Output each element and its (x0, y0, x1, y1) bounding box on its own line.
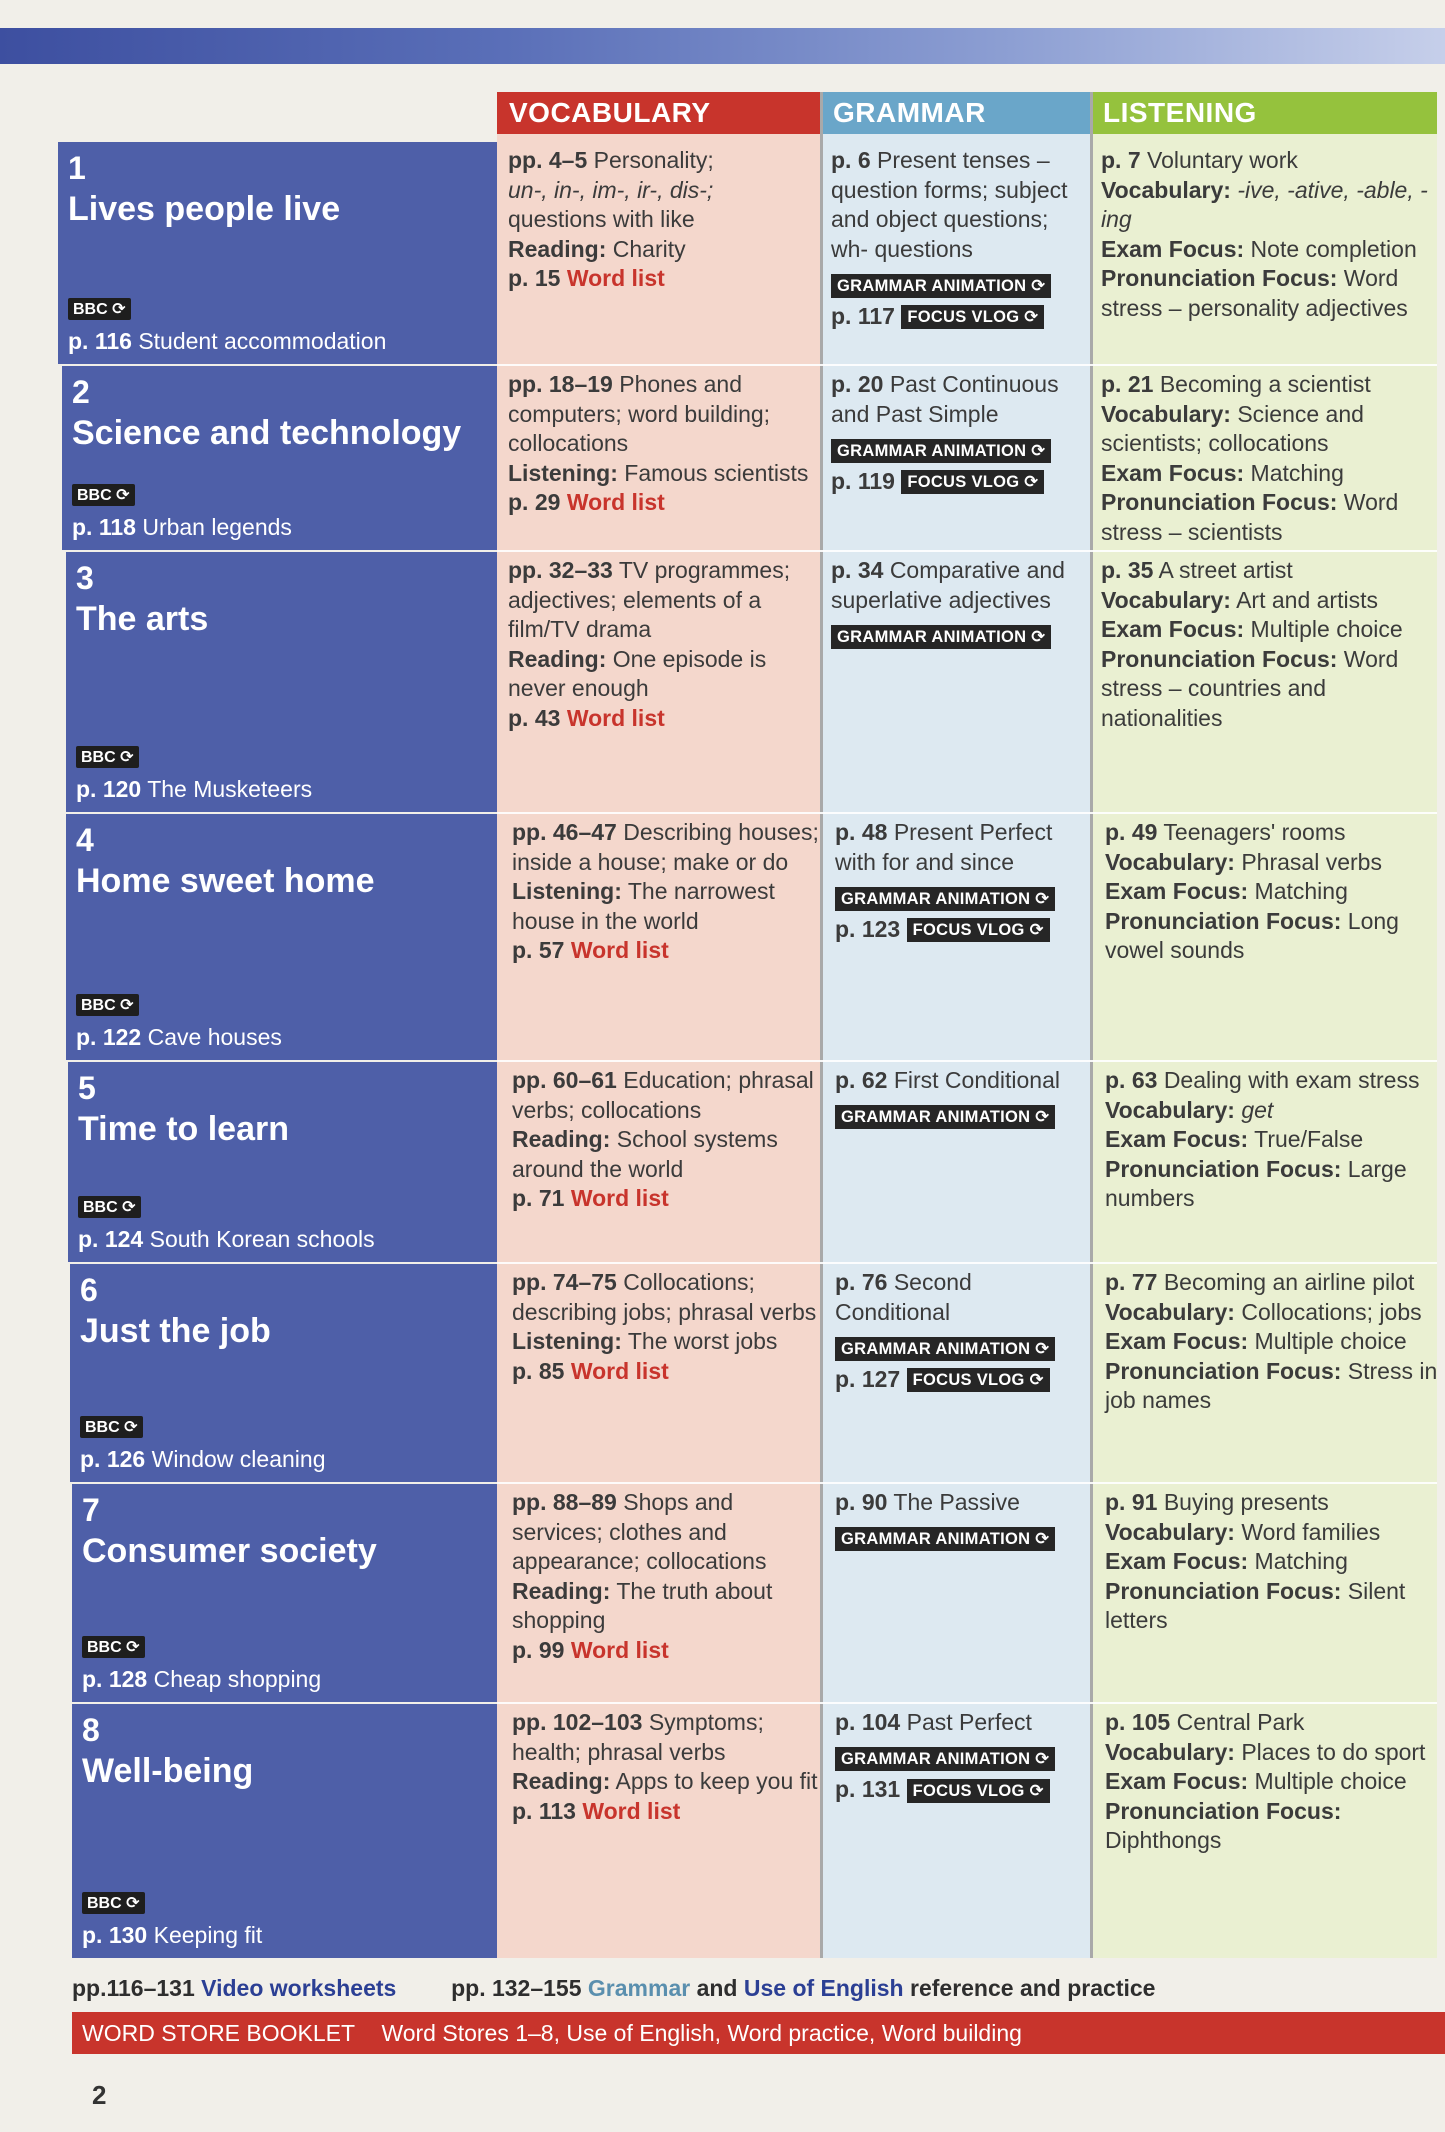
vocabulary-cell (508, 370, 824, 518)
unit-title: Just the job (80, 1312, 271, 1350)
pronunciation-focus: Word stress – personality adjectives (1101, 265, 1408, 321)
grammar-cell (831, 146, 1095, 331)
focus-vlog-button[interactable]: FOCUS VLOG ⟳ (901, 305, 1044, 329)
grammar-animation-row (831, 621, 1089, 651)
listening-vocab-label: Vocabulary: (1105, 1298, 1235, 1325)
row-separator (497, 1060, 1437, 1062)
pronunciation-focus: Word stress – scientists (1101, 489, 1399, 545)
vocab-skill-label: Reading: (512, 1577, 611, 1604)
word-store-text: Word Stores 1–8, Use of English, Word practice, Word building (381, 2020, 1022, 2046)
video-title: Window cleaning (151, 1446, 326, 1472)
unit-title: Consumer society (82, 1532, 377, 1570)
listening-vocab-label: Vocabulary: (1105, 1096, 1235, 1123)
grammar-animation-button[interactable]: GRAMMAR ANIMATION ⟳ (835, 1337, 1055, 1361)
row-separator (497, 812, 1437, 814)
exam-focus: Matching (1254, 1548, 1348, 1574)
unit-2[interactable] (62, 366, 497, 550)
grammar-animation-row (835, 1102, 1093, 1132)
vocab-pages: pp. 60–61 (512, 1067, 617, 1093)
listening-vocab-label: Vocabulary: (1101, 176, 1231, 203)
listening-topic: Dealing with exam stress (1163, 1067, 1420, 1093)
vocab-skill-label: Listening: (512, 878, 622, 904)
exam-focus-label: Exam Focus: (1105, 1328, 1249, 1354)
listening-page: p. 77 (1105, 1269, 1158, 1295)
vocab-topic: Education; phrasal verbs; collocations (512, 1067, 814, 1123)
word-list-page: p. 71 (512, 1185, 565, 1211)
pronunciation-label: Pronunciation Focus: (1105, 907, 1342, 934)
pronunciation-label: Pronunciation Focus: (1101, 489, 1338, 515)
listening-vocab-label: Vocabulary: (1105, 848, 1235, 875)
vlog-page: p. 123 (835, 915, 901, 942)
vocab-skill: School systems around the world (512, 1126, 778, 1182)
grammar-animation-button[interactable]: GRAMMAR ANIMATION ⟳ (835, 1527, 1055, 1551)
video-title: The Musketeers (147, 776, 313, 802)
vocabulary-cell (512, 1708, 828, 1826)
vocab-skill-label: Listening: (512, 1328, 622, 1354)
focus-vlog-row (835, 1365, 1093, 1395)
use-of-english-link[interactable]: Use of English (743, 1975, 904, 2001)
grammar-cell (835, 1066, 1099, 1131)
listening-vocab-label: Vocabulary: (1105, 1518, 1235, 1545)
vocab-topic: Phones and computers; word building; collocations (508, 371, 771, 456)
grammar-cell (835, 1708, 1099, 1805)
vocab-pages: pp. 32–33 (508, 557, 613, 583)
vocab-topic: Collocations; describing jobs; phrasal verbs (512, 1269, 817, 1325)
word-list-page: p. 85 (512, 1357, 565, 1384)
listening-vocab: Places to do sport (1241, 1738, 1426, 1765)
listening-vocab-label: Vocabulary: (1101, 586, 1231, 613)
video-page: p. 128 (82, 1666, 148, 1692)
bbc-badge: BBC ⟳ (80, 1416, 143, 1438)
exam-focus-label: Exam Focus: (1105, 1548, 1249, 1574)
grammar-page: p. 34 (831, 557, 884, 583)
listening-page: p. 91 (1105, 1489, 1158, 1515)
video-lesson-link[interactable] (78, 1226, 375, 1253)
unit-1[interactable] (58, 142, 497, 364)
listening-page: p. 21 (1101, 371, 1154, 397)
grammar-topic: Present tenses – question forms; subject and object questions; wh- questions (831, 147, 1068, 262)
word-list-link[interactable]: Word list (570, 1185, 669, 1211)
focus-vlog-row (831, 302, 1089, 332)
video-pages: pp.116–131 (72, 1975, 195, 2001)
vocab-skill: Charity (612, 235, 686, 262)
grammar-page: p. 48 (835, 819, 888, 845)
video-lesson-link[interactable] (76, 776, 312, 803)
vocabulary-cell (512, 1488, 828, 1665)
vlog-page: p. 119 (831, 467, 895, 494)
pronunciation-label: Pronunciation Focus: (1105, 1357, 1342, 1384)
exam-focus-label: Exam Focus: (1105, 1768, 1249, 1794)
word-list-page: p. 57 (512, 937, 565, 963)
grammar-cell (831, 556, 1095, 651)
vlog-page: p. 117 (831, 302, 895, 329)
grammar-animation-row (835, 1524, 1093, 1554)
video-title: Urban legends (142, 514, 292, 540)
word-list-page: p. 15 (508, 265, 561, 291)
exam-focus-label: Exam Focus: (1101, 235, 1245, 262)
listening-vocab-label: Vocabulary: (1101, 400, 1231, 427)
pronunciation-focus: Long vowel sounds (1105, 907, 1399, 963)
unit-number: 4 (76, 822, 94, 858)
listening-topic: A street artist (1158, 557, 1293, 583)
pronunciation-focus: Stress in job names (1105, 1357, 1438, 1413)
focus-vlog-button[interactable]: FOCUS VLOG ⟳ (907, 918, 1050, 942)
exam-focus: Matching (1250, 459, 1344, 486)
unit-title: The arts (76, 600, 209, 638)
video-worksheets-link[interactable]: Video worksheets (201, 1975, 397, 2001)
unit-number: 2 (72, 374, 90, 410)
grammar-topic: The Passive (893, 1489, 1020, 1515)
video-page: p. 130 (82, 1922, 148, 1948)
vocab-skill: One episode is never enough (508, 645, 767, 701)
vocab-skill-label: Listening: (508, 459, 618, 486)
focus-vlog-button[interactable]: FOCUS VLOG ⟳ (907, 1368, 1050, 1392)
top-color-bar (0, 28, 1445, 64)
focus-vlog-row (831, 467, 1089, 497)
video-title: Cave houses (147, 1024, 282, 1050)
page-number: 2 (92, 2080, 107, 2110)
video-page: p. 124 (78, 1226, 144, 1252)
word-list-link[interactable]: Word list (566, 489, 665, 515)
header-listening: LISTENING (1091, 92, 1437, 134)
listening-cell (1105, 1268, 1445, 1416)
exam-focus-label: Exam Focus: (1101, 459, 1245, 486)
grammar-page: p. 90 (835, 1489, 888, 1515)
grammar-page: p. 104 (835, 1709, 901, 1735)
video-lesson-link[interactable] (72, 514, 292, 541)
vocab-skill: The truth about shopping (512, 1577, 773, 1633)
video-title: South Korean schools (149, 1226, 375, 1252)
unit-title: Well-being (82, 1752, 254, 1790)
grammar-cell (835, 1268, 1099, 1394)
word-store-label: WORD STORE BOOKLET (82, 2020, 355, 2046)
bbc-badge: BBC ⟳ (72, 484, 135, 506)
unit-number: 7 (82, 1492, 100, 1528)
unit-number: 5 (78, 1070, 96, 1106)
listening-cell (1105, 1708, 1445, 1856)
bbc-badge: BBC ⟳ (78, 1196, 141, 1218)
word-list-link[interactable]: Word list (570, 1636, 669, 1663)
vocab-pages: pp. 102–103 (512, 1709, 643, 1735)
unit-4[interactable] (66, 814, 497, 1060)
word-list-page: p. 29 (508, 489, 561, 515)
video-title: Student accommodation (138, 328, 387, 354)
video-page: p. 120 (76, 776, 142, 802)
vocab-topic: Personality; (593, 147, 714, 173)
reference-text: reference and practice (910, 1975, 1156, 2001)
exam-focus: Multiple choice (1250, 616, 1403, 642)
grammar-page: p. 6 (831, 147, 871, 173)
video-lesson-link[interactable] (76, 1024, 282, 1051)
word-list-link[interactable]: Word list (566, 704, 665, 731)
listening-topic: Central Park (1176, 1709, 1305, 1735)
grammar-animation-button[interactable]: GRAMMAR ANIMATION ⟳ (835, 1747, 1055, 1771)
listening-cell (1105, 1066, 1445, 1214)
header-grammar: GRAMMAR (821, 92, 1091, 134)
video-page: p. 118 (72, 514, 136, 540)
word-list-link[interactable]: Word list (582, 1797, 681, 1824)
unit-6[interactable] (70, 1264, 497, 1482)
word-list-link[interactable]: Word list (566, 265, 665, 291)
grammar-animation-row (831, 435, 1089, 465)
pronunciation-label: Pronunciation Focus: (1105, 1577, 1342, 1604)
listening-topic: Buying presents (1163, 1489, 1329, 1515)
grammar-animation-button[interactable]: GRAMMAR ANIMATION ⟳ (835, 887, 1055, 911)
word-list-page: p. 113 (512, 1797, 576, 1824)
video-lesson-link[interactable] (80, 1446, 325, 1473)
video-lesson-link[interactable] (82, 1922, 262, 1949)
listening-vocab: Word families (1241, 1518, 1381, 1545)
focus-vlog-button[interactable]: FOCUS VLOG ⟳ (901, 470, 1044, 494)
unit-title: Science and technology (72, 414, 462, 452)
grammar-link[interactable]: Grammar (587, 1975, 691, 2001)
word-list-page: p. 43 (508, 704, 561, 731)
grammar-animation-row (835, 1744, 1093, 1774)
vocab-topic: Symptoms; health; phrasal verbs (512, 1709, 764, 1765)
listening-cell (1101, 370, 1441, 547)
vocab-pages: pp. 18–19 (508, 371, 613, 397)
grammar-animation-button[interactable]: GRAMMAR ANIMATION ⟳ (831, 439, 1051, 463)
grammar-topic: Past Perfect (906, 1709, 1032, 1735)
vlog-page: p. 127 (835, 1365, 901, 1392)
unit-title: Lives people live (68, 190, 341, 228)
listening-topic: Becoming an airline pilot (1163, 1269, 1415, 1295)
grammar-topic: First Conditional (893, 1067, 1060, 1093)
listening-page: p. 7 (1101, 147, 1141, 173)
vocab-skill: The worst jobs (627, 1328, 778, 1354)
vocab-skill: The narrowest house in the world (512, 878, 775, 934)
exam-focus-label: Exam Focus: (1105, 1126, 1249, 1152)
footer-references (72, 1975, 1155, 2002)
listening-topic: Teenagers' rooms (1163, 819, 1346, 845)
listening-vocab: Art and artists (1236, 586, 1378, 613)
vocab-pages: pp. 46–47 (512, 819, 617, 845)
listening-vocab: Phrasal verbs (1241, 848, 1382, 875)
listening-cell (1105, 818, 1445, 966)
grammar-cell (835, 818, 1099, 944)
focus-vlog-row (835, 915, 1093, 945)
grammar-topic: Present Perfect with for and since (835, 819, 1053, 875)
exam-focus-label: Exam Focus: (1101, 616, 1245, 642)
vocab-topic: Shops and services; clothes and appearance; collocations (512, 1489, 767, 1574)
exam-focus: True/False (1254, 1126, 1364, 1152)
video-page: p. 126 (80, 1446, 146, 1472)
exam-focus: Note completion (1250, 235, 1417, 262)
vocab-pages: pp. 88–89 (512, 1489, 617, 1515)
row-separator (497, 1262, 1437, 1264)
exam-focus: Multiple choice (1254, 1328, 1407, 1354)
vocab-skill-label: Reading: (508, 645, 607, 672)
video-page: p. 116 (68, 328, 132, 354)
vocab-skill: Famous scientists (624, 459, 809, 486)
listening-vocab: get (1241, 1096, 1274, 1123)
video-page: p. 122 (76, 1024, 142, 1050)
listening-vocab: -ive, -ative, -able, -ing (1101, 176, 1428, 232)
pronunciation-focus: Large numbers (1105, 1155, 1407, 1211)
unit-8[interactable] (72, 1704, 497, 1958)
vocabulary-cell (512, 1268, 828, 1386)
vocab-pages: pp. 4–5 (508, 147, 588, 173)
and-text: and (696, 1975, 738, 2001)
grammar-topic: Comparative and superlative adjectives (831, 557, 1065, 613)
vocab-questions: questions with like (508, 206, 695, 232)
unit-number: 3 (76, 560, 94, 596)
exam-focus: Multiple choice (1254, 1768, 1407, 1794)
grammar-animation-button[interactable]: GRAMMAR ANIMATION ⟳ (835, 1105, 1055, 1129)
unit-5[interactable] (68, 1062, 497, 1262)
header-vocabulary: VOCABULARY (497, 92, 821, 134)
listening-page: p. 49 (1105, 819, 1158, 845)
unit-title: Time to learn (78, 1110, 289, 1148)
grammar-cell (831, 370, 1095, 496)
listening-cell (1105, 1488, 1445, 1636)
pronunciation-focus: Diphthongs (1105, 1827, 1222, 1853)
vocab-skill: Apps to keep you fit (615, 1768, 818, 1794)
bbc-badge: BBC ⟳ (76, 994, 139, 1016)
focus-vlog-button[interactable]: FOCUS VLOG ⟳ (907, 1779, 1050, 1803)
row-separator (497, 1482, 1437, 1484)
video-title: Keeping fit (153, 1922, 263, 1948)
unit-number: 6 (80, 1272, 98, 1308)
listening-topic: Voluntary work (1147, 147, 1298, 173)
listening-cell (1101, 556, 1441, 733)
vocab-topic: Describing houses; inside a house; make or do (512, 819, 819, 875)
vocab-prefixes: un-, in-, im-, ir-, dis-; (508, 176, 714, 203)
word-list-link[interactable]: Word list (570, 1357, 669, 1384)
exam-focus: Matching (1254, 878, 1348, 904)
pronunciation-focus: Word stress – countries and nationalities (1101, 645, 1399, 731)
row-separator (497, 1702, 1437, 1704)
word-list-page: p. 99 (512, 1636, 565, 1663)
unit-title: Home sweet home (76, 862, 375, 900)
grammar-animation-row (831, 270, 1089, 300)
vocabulary-cell (512, 818, 828, 966)
video-title: Cheap shopping (153, 1666, 322, 1692)
listening-page: p. 63 (1105, 1067, 1158, 1093)
word-list-link[interactable]: Word list (570, 937, 669, 963)
grammar-page: p. 62 (835, 1067, 888, 1093)
video-lesson-link[interactable] (82, 1666, 321, 1693)
vocab-skill-label: Reading: (512, 1768, 611, 1794)
grammar-topic: Second Conditional (835, 1269, 972, 1325)
unit-3[interactable] (66, 552, 497, 812)
listening-cell (1101, 146, 1441, 323)
listening-topic: Becoming a scientist (1159, 371, 1371, 397)
listening-page: p. 35 (1101, 557, 1154, 583)
pronunciation-label: Pronunciation Focus: (1101, 645, 1338, 672)
vocab-pages: pp. 74–75 (512, 1269, 617, 1295)
word-store-bar (72, 2012, 1445, 2054)
video-lesson-link[interactable] (68, 328, 386, 355)
grammar-page: p. 20 (831, 371, 884, 397)
grammar-topic: Past Continuous and Past Simple (831, 371, 1059, 427)
pronunciation-label: Pronunciation Focus: (1101, 265, 1338, 291)
listening-vocab: Collocations; jobs (1241, 1298, 1422, 1325)
grammar-cell (835, 1488, 1099, 1553)
row-separator (497, 550, 1437, 552)
vocabulary-cell (508, 556, 824, 733)
listening-page: p. 105 (1105, 1709, 1171, 1735)
row-separator (497, 364, 1437, 366)
grammar-page: p. 76 (835, 1269, 888, 1295)
grammar-animation-row (835, 1333, 1093, 1363)
bbc-badge: BBC ⟳ (82, 1892, 145, 1914)
pronunciation-label: Pronunciation Focus: (1105, 1797, 1342, 1824)
unit-7[interactable] (72, 1484, 497, 1702)
vocabulary-cell (508, 146, 824, 294)
vocabulary-cell (512, 1066, 828, 1214)
vocab-topic: TV programmes; adjectives; elements of a film/TV drama (508, 557, 791, 642)
vocab-skill-label: Reading: (512, 1126, 611, 1152)
unit-number: 1 (68, 150, 86, 186)
grammar-animation-button[interactable]: GRAMMAR ANIMATION ⟳ (831, 274, 1051, 298)
listening-vocab: Science and scientists; collocations (1101, 400, 1364, 456)
listening-vocab-label: Vocabulary: (1105, 1738, 1235, 1765)
focus-vlog-row (835, 1775, 1093, 1805)
unit-number: 8 (82, 1712, 100, 1748)
pronunciation-label: Pronunciation Focus: (1105, 1155, 1342, 1182)
pronunciation-focus: Silent letters (1105, 1577, 1406, 1633)
bbc-badge: BBC ⟳ (76, 746, 139, 768)
exam-focus-label: Exam Focus: (1105, 878, 1249, 904)
grammar-animation-row (835, 883, 1093, 913)
vocab-skill-label: Reading: (508, 235, 607, 262)
bbc-badge: BBC ⟳ (82, 1636, 145, 1658)
bbc-badge: BBC ⟳ (68, 298, 131, 320)
reference-pages: pp. 132–155 (451, 1975, 582, 2001)
vlog-page: p. 131 (835, 1776, 901, 1802)
grammar-animation-button[interactable]: GRAMMAR ANIMATION ⟳ (831, 625, 1051, 649)
